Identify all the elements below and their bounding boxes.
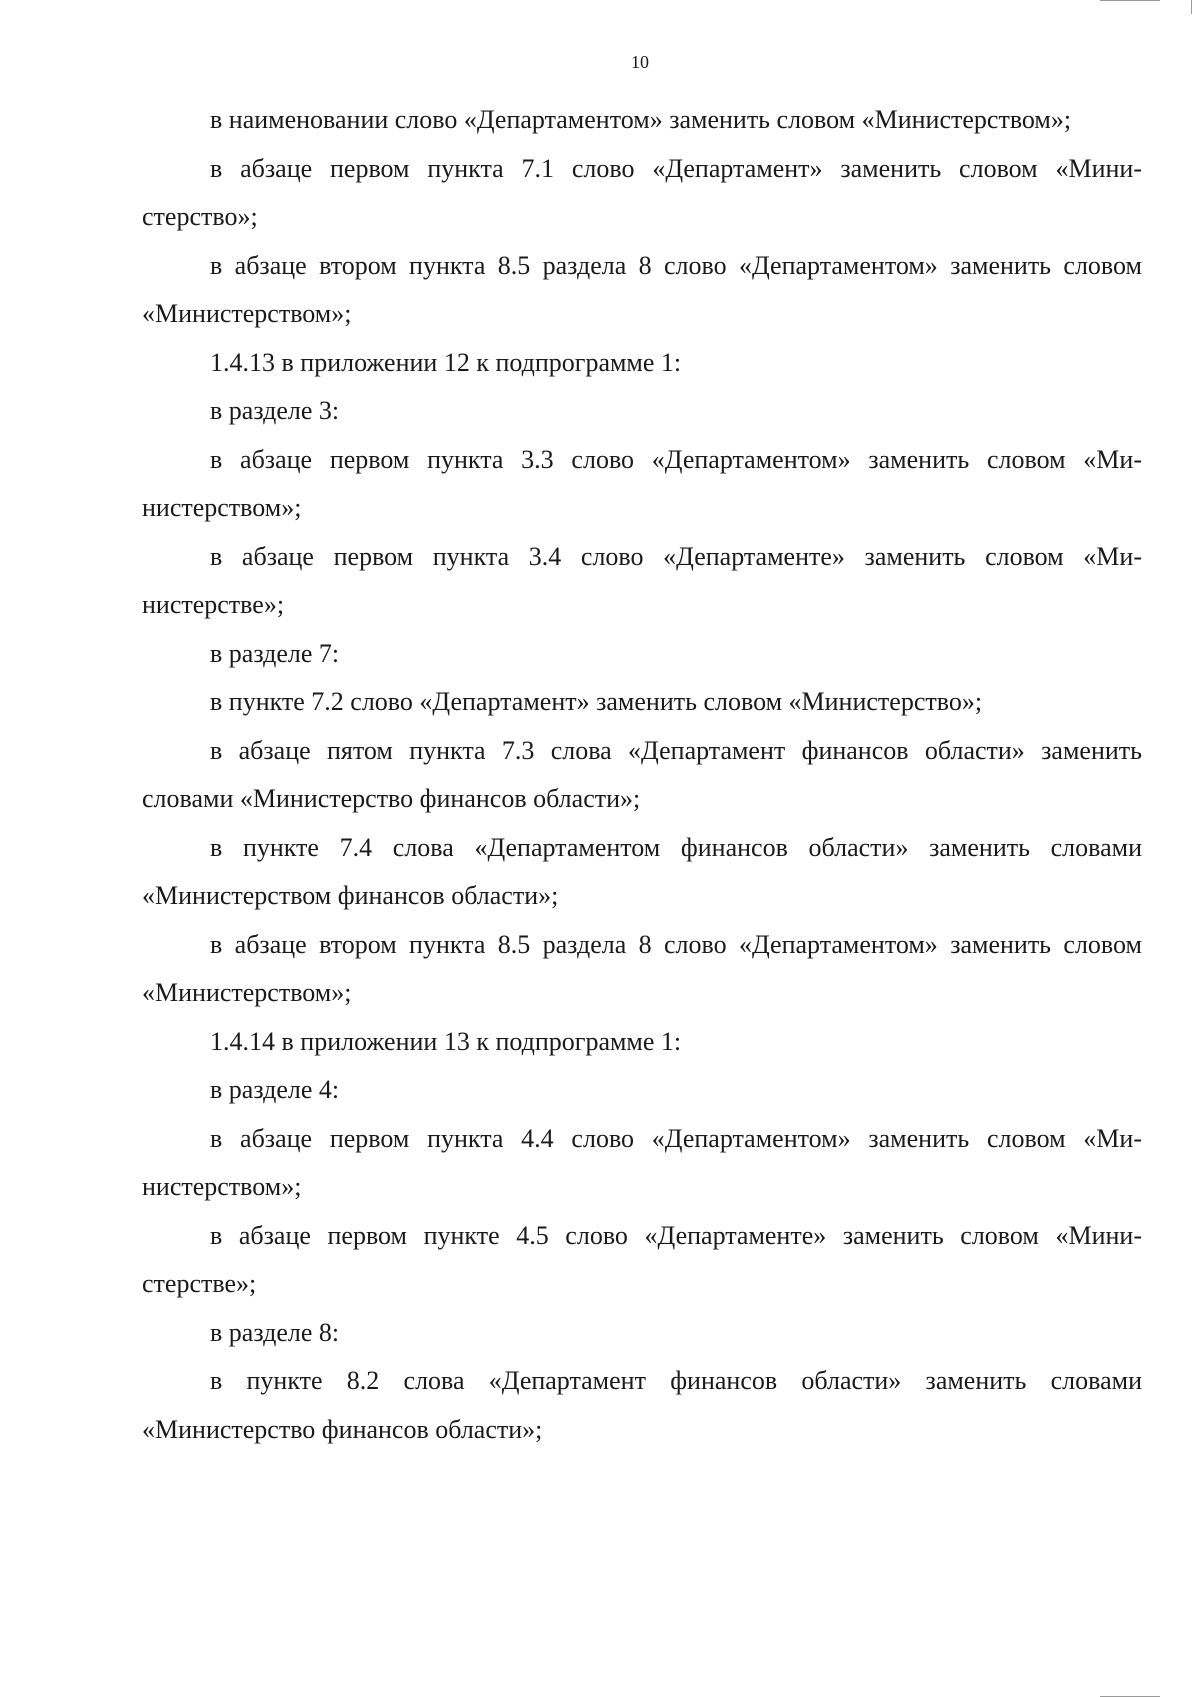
page-number: 10 — [631, 52, 649, 72]
paragraph: в абзаце первом пункта 4.4 слово «Департаментом» заменить словом «Министерством»; — [142, 1123, 1142, 1201]
paragraph: в разделе 8: — [210, 1317, 340, 1347]
paragraph: в абзаце первом пункта 7.1 слово «Департамент» заменить словом «Министерство»; — [142, 153, 1142, 231]
scan-artifact-right-edge — [1191, 0, 1192, 14]
paragraph: в разделе 3: — [210, 396, 340, 425]
paragraph: в разделе 4: — [210, 1075, 340, 1104]
paragraph: в пункте 8.2 слова «Департамент финансов области» заменить словами «Министерство финансов области»; — [142, 1366, 1142, 1444]
scan-artifact-top-right — [1100, 0, 1160, 1]
paragraph: в наименовании слово «Департаментом» заменить словом «Министерством»; — [210, 105, 1072, 134]
paragraph: в пункте 7.2 слово «Департамент» заменить словом «Министерство»; — [210, 687, 983, 716]
paragraph: 1.4.14 в приложении 13 к подпрограмме 1: — [210, 1026, 682, 1056]
paragraph: в пункте 7.4 слова «Департаментом финансов области» заменить словами «Министерством финансов области»; — [142, 832, 1142, 910]
paragraph: в абзаце первом пункта 3.4 слово «Департаменте» заменить словом «Министерстве»; — [142, 541, 1142, 619]
paragraph: в абзаце первом пункте 4.5 слово «Департаменте» заменить словом «Министерстве»; — [142, 1220, 1142, 1298]
paragraph: в абзаце втором пункта 8.5 раздела 8 слово «Департаментом» заменить словом «Министерством»; — [142, 929, 1142, 1007]
document-body — [142, 96, 1142, 1454]
paragraph: в абзаце пятом пункта 7.3 слова «Департамент финансов области» заменить словами «Министерство финансов области»; — [142, 735, 1142, 813]
paragraph: в разделе 7: — [210, 638, 340, 668]
paragraph: в абзаце втором пункта 8.5 раздела 8 слово «Департаментом» заменить словом «Министерством»; — [142, 250, 1142, 328]
paragraph: в абзаце первом пункта 3.3 слово «Департаментом» заменить словом «Министерством»; — [142, 444, 1142, 522]
paragraph: 1.4.13 в приложении 12 к подпрограмме 1: — [210, 347, 682, 377]
